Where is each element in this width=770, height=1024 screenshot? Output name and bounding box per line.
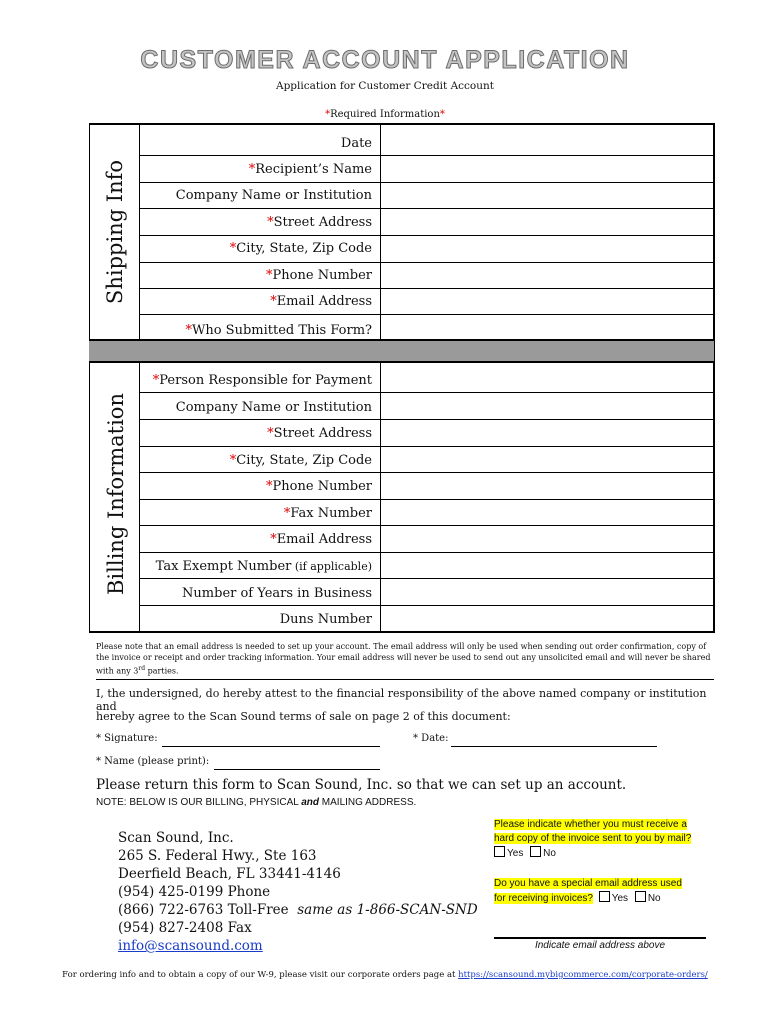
corporate-orders-link[interactable]: https://scansound.mybigcommerce.com/corporate-orders/ xyxy=(458,970,708,980)
invoice-email-line[interactable] xyxy=(494,937,706,939)
billing-email-field[interactable] xyxy=(380,527,714,551)
company-street: 265 S. Federal Hwy., Ste 163 xyxy=(118,848,317,864)
field-label-shipping-company: Company Name or Institution xyxy=(175,188,372,203)
name-print-line[interactable] xyxy=(214,768,380,770)
company-name: Scan Sound, Inc. xyxy=(118,830,234,846)
shipping-city-field[interactable] xyxy=(380,237,714,261)
fax-field[interactable] xyxy=(380,501,714,525)
billing-info-section-label: Billing Information xyxy=(104,393,128,595)
email-privacy-note: Please note that an email address is needed to set up your account. The email address will only be used when sending out order confirmation, copy of the invoice or receipt and order tracking information. Your email address will never be used to send out any unsolicited email and will never be shared with any 3rd parties. xyxy=(96,642,711,676)
recipient-name-field[interactable] xyxy=(380,157,714,181)
duns-number-field[interactable] xyxy=(380,607,714,631)
field-label-billing-city: *City, State, Zip Code xyxy=(229,453,372,468)
divider xyxy=(96,679,714,680)
billing-company-field[interactable] xyxy=(380,394,714,418)
billing-phone-field[interactable] xyxy=(380,474,714,498)
field-label-billing-company: Company Name or Institution xyxy=(175,400,372,415)
signature-line[interactable] xyxy=(162,745,380,747)
name-print-label: * Name (please print): xyxy=(96,756,210,767)
shipping-info-section-label: Shipping Info xyxy=(103,159,127,305)
invoice-email-no-checkbox[interactable] xyxy=(635,891,646,902)
field-label-recipient-name: *Recipient’s Name xyxy=(248,162,372,177)
hardcopy-no-checkbox[interactable] xyxy=(530,846,541,857)
field-label-shipping-phone: *Phone Number xyxy=(266,268,372,283)
field-label-shipping-city: *City, State, Zip Code xyxy=(229,241,372,256)
date-field[interactable] xyxy=(380,127,714,151)
company-fax: (954) 827-2408 Fax xyxy=(118,920,252,936)
billing-street-field[interactable] xyxy=(380,421,714,445)
field-label-shipping-street: *Street Address xyxy=(267,215,372,230)
field-label-fax: *Fax Number xyxy=(283,506,372,521)
signature-date-line[interactable] xyxy=(451,745,657,747)
attestation-line-1: I, the undersigned, do hereby attest to the financial responsibility of the above named company or institution and xyxy=(96,687,707,713)
form-subtitle: Application for Customer Credit Account xyxy=(275,80,494,92)
hardcopy-yes-checkbox[interactable] xyxy=(494,846,505,857)
field-label-duns: Duns Number xyxy=(279,612,372,627)
field-label-billing-email: *Email Address xyxy=(270,532,372,547)
field-label-shipping-email: *Email Address xyxy=(270,294,372,309)
person-responsible-field[interactable] xyxy=(380,365,714,389)
return-heading: Please return this form to Scan Sound, Inc. so that we can set up an account. xyxy=(96,777,627,793)
attestation-line-2: hereby agree to the Scan Sound terms of sale on page 2 of this document: xyxy=(96,710,511,723)
signature-label: * Signature: xyxy=(96,733,158,744)
company-tollfree: (866) 722-6763 Toll-Free same as 1-866-SCAN-SND xyxy=(118,902,478,918)
invoice-email-yes-checkbox[interactable] xyxy=(599,891,610,902)
date-label: * Date: xyxy=(413,733,449,744)
field-label-date: Date xyxy=(340,136,372,151)
shipping-phone-field[interactable] xyxy=(380,264,714,288)
tax-exempt-field[interactable] xyxy=(380,554,714,578)
footer-note: For ordering info and to obtain a copy of our W-9, please visit our corporate orders page at https://scansound.mybigcommerce.com/corporate-orders/ xyxy=(62,970,708,980)
field-label-years-in-business: Number of Years in Business xyxy=(182,586,372,601)
billing-city-field[interactable] xyxy=(380,448,714,472)
invoice-hardcopy-question: Please indicate whether you must receive a hard copy of the invoice sent to you by mail? Yes No xyxy=(494,819,692,859)
form-title: CUSTOMER ACCOUNT APPLICATION xyxy=(140,46,630,74)
shipping-email-field[interactable] xyxy=(380,290,714,314)
company-phone: (954) 425-0199 Phone xyxy=(118,884,271,900)
company-address xyxy=(118,829,478,955)
shipping-company-field[interactable] xyxy=(380,184,714,208)
address-note: NOTE: BELOW IS OUR BILLING, PHYSICAL and MAILING ADDRESS. xyxy=(96,797,417,808)
required-info-note: *Required Information* xyxy=(325,109,445,120)
who-submitted-field[interactable] xyxy=(380,316,714,340)
invoice-email-caption: Indicate email address above xyxy=(534,940,666,951)
field-label-billing-phone: *Phone Number xyxy=(266,479,372,494)
invoice-email-question: Do you have a special email address used for receiving invoices? Yes No xyxy=(494,878,682,904)
field-label-billing-street: *Street Address xyxy=(267,426,372,441)
shipping-street-field[interactable] xyxy=(380,210,714,234)
field-label-person-responsible: *Person Responsible for Payment xyxy=(152,373,372,388)
section-divider-band xyxy=(89,340,714,362)
field-label-who-submitted: *Who Submitted This Form? xyxy=(185,323,372,338)
company-city: Deerfield Beach, FL 33441-4146 xyxy=(118,866,341,882)
company-email-link[interactable]: info@scansound.com xyxy=(118,938,263,954)
field-label-tax-exempt: Tax Exempt Number (if applicable) xyxy=(155,559,372,574)
years-in-business-field[interactable] xyxy=(380,580,714,604)
